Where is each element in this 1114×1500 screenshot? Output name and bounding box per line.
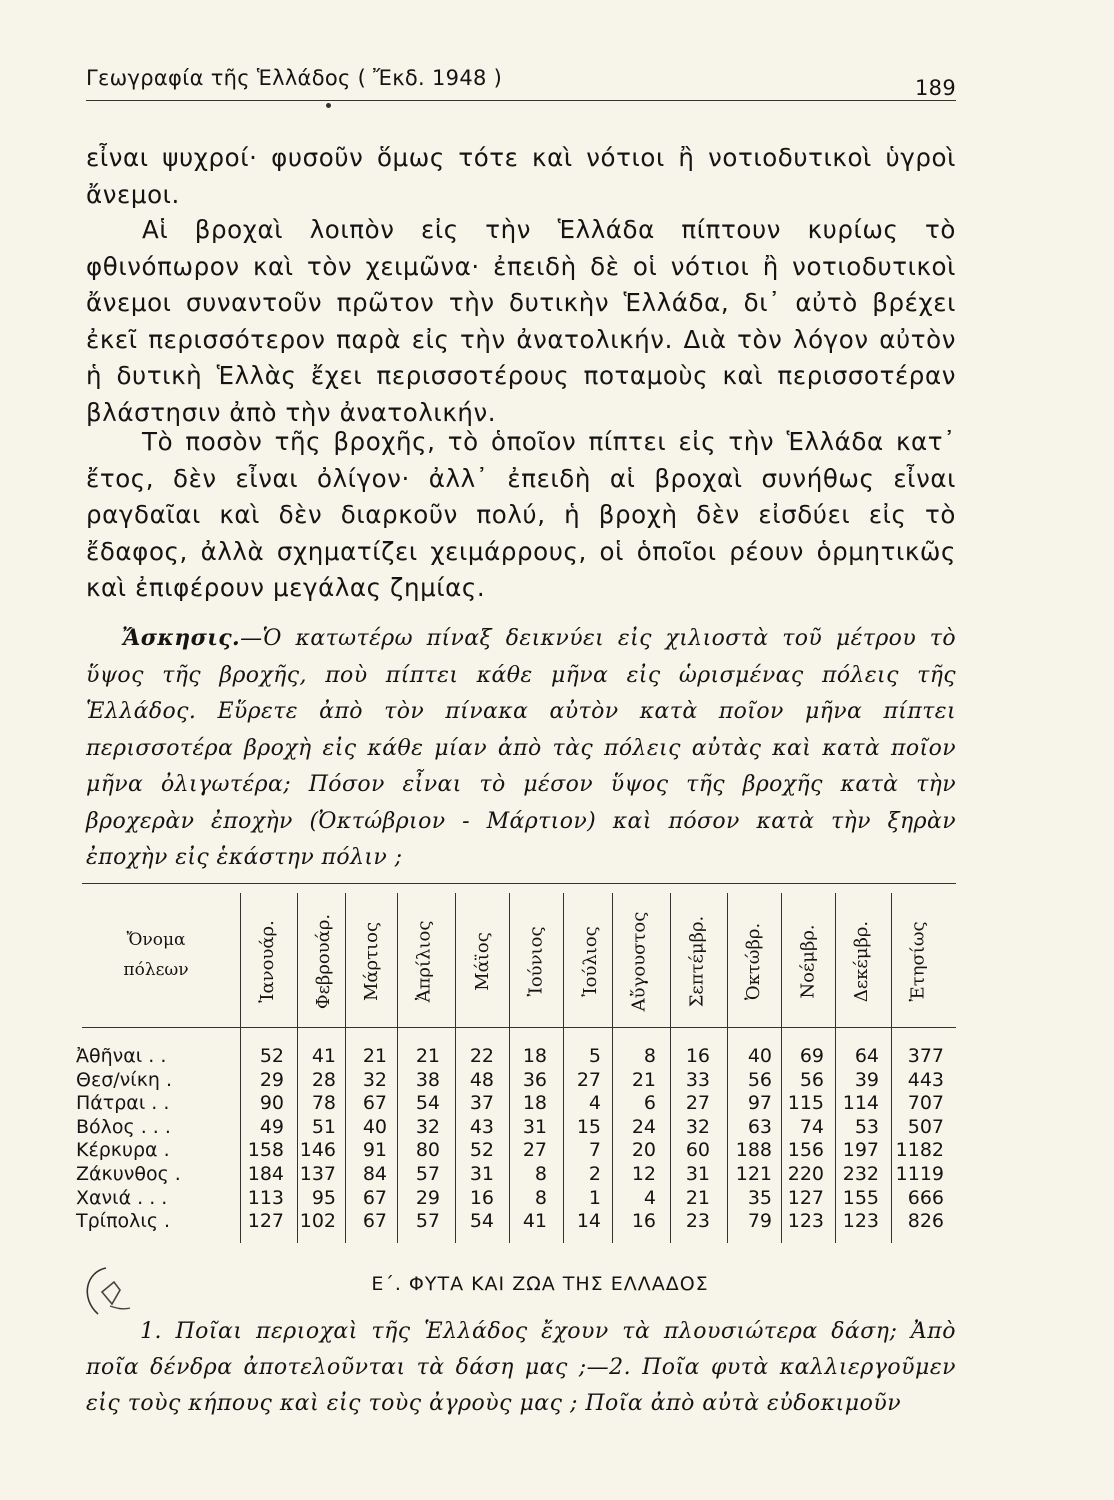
rainfall-value: 666 (907, 1186, 944, 1209)
rainfall-value: 232 (842, 1163, 879, 1185)
rainfall-value: 8 (643, 1045, 656, 1067)
month-column-header (614, 898, 664, 1024)
rainfall-value: 123 (842, 1210, 879, 1233)
rainfall-value: 127 (247, 1210, 284, 1233)
rainfall-value: 27 (685, 1092, 710, 1115)
rainfall-value: 57 (415, 1163, 440, 1185)
paragraph-3: Τὸ ποσὸν τῆς βροχῆς, τὸ ὁποῖον πίπτει εἰς τὴν Ἑλλάδα κατ᾽ ἔτος, δὲν εἶναι ὀλίγον· ἀλλ᾽ ἐπειδὴ αἱ βροχαὶ συνήθως εἶναι ραγδαῖαι καὶ δὲν διαρκοῦν πολύ, ἡ βροχὴ δὲν εἰσδύει εἰς τὸ ἔδαφος, ἀλλὰ σχηματίζει χειμάρρους, οἱ ὁποῖοι ρέουν ὁρμητικῶς καὶ ἐπιφέρουν μεγάλας ζημίας. (86, 427, 956, 602)
rainfall-value: 74 (799, 1115, 824, 1138)
rainfall-value: 507 (907, 1115, 944, 1138)
rainfall-value: 31 (469, 1163, 494, 1185)
rainfall-value: 32 (415, 1115, 440, 1138)
rainfall-value: 146 (299, 1139, 336, 1162)
handwritten-mark-icon (76, 1262, 136, 1322)
rainfall-value: 28 (311, 1068, 336, 1091)
rainfall-value: 14 (576, 1210, 601, 1233)
city-name: Ζάκυνθος . (76, 1163, 181, 1185)
rainfall-value: 56 (747, 1068, 772, 1091)
rainfall-value: 377 (907, 1045, 944, 1067)
rainfall-value: 12 (631, 1163, 656, 1185)
table-top-rule (82, 883, 956, 884)
rainfall-value: 5 (588, 1045, 601, 1067)
rainfall-value: 16 (685, 1045, 710, 1067)
rainfall-value: 48 (469, 1068, 494, 1091)
rainfall-value: 41 (522, 1210, 547, 1233)
rainfall-value: 443 (907, 1068, 944, 1091)
month-column-header-label: Ἰανουάρ. (256, 919, 278, 1003)
city-name: Θεσ/νίκη . (76, 1068, 173, 1091)
month-column-header (565, 898, 615, 1024)
rainfall-value: 6 (643, 1092, 656, 1115)
rainfall-value: 18 (522, 1092, 547, 1115)
rainfall-value: 27 (576, 1068, 601, 1091)
page-number: 189 (915, 76, 956, 100)
rainfall-value: 22 (469, 1045, 494, 1067)
rainfall-value: 27 (522, 1139, 547, 1162)
running-header (86, 66, 956, 100)
rainfall-value: 40 (362, 1115, 387, 1138)
table-row (0, 1044, 1114, 1068)
rainfall-value: 188 (735, 1139, 772, 1162)
city-name-header (90, 925, 222, 985)
rainfall-value: 18 (522, 1045, 547, 1067)
city-name: Χανιά . . . (76, 1186, 168, 1209)
rainfall-value: 80 (415, 1139, 440, 1162)
rainfall-value: 54 (469, 1210, 494, 1233)
rainfall-value: 39 (854, 1068, 879, 1091)
rainfall-value: 20 (631, 1139, 656, 1162)
table-row (0, 1091, 1114, 1115)
rainfall-value: 67 (362, 1186, 387, 1209)
rainfall-value: 113 (247, 1186, 284, 1209)
rainfall-value: 35 (747, 1186, 772, 1209)
rainfall-value: 8 (534, 1186, 547, 1209)
rainfall-value: 121 (735, 1163, 772, 1185)
rainfall-value: 36 (522, 1068, 547, 1091)
section-title: Ε΄. ΦΥΤΑ ΚΑΙ ΖΩΑ ΤΗΣ ΕΛΛΑΔΟΣ (371, 1273, 709, 1295)
rainfall-value: 15 (576, 1115, 601, 1138)
month-column-header (729, 898, 779, 1024)
table-row (0, 1162, 1114, 1186)
rainfall-value: 23 (685, 1210, 710, 1233)
table-row (0, 1186, 1114, 1210)
rainfall-value: 43 (469, 1115, 494, 1138)
rainfall-value: 69 (799, 1045, 824, 1067)
rainfall-value: 67 (362, 1092, 387, 1115)
rainfall-value: 155 (842, 1186, 879, 1209)
month-column-header (672, 898, 722, 1024)
city-name: Κέρκυρα . (76, 1139, 170, 1162)
rainfall-value: 7 (588, 1139, 601, 1162)
rainfall-value: 197 (842, 1139, 879, 1162)
month-column-header-label: Σεπτέμβρ. (686, 915, 708, 1007)
month-column-header (837, 898, 887, 1024)
rainfall-value: 102 (299, 1210, 336, 1233)
rainfall-value: 115 (787, 1092, 824, 1115)
city-name: Ἀθῆναι . . (76, 1045, 167, 1067)
rainfall-value: 114 (842, 1092, 879, 1115)
rainfall-value: 60 (685, 1139, 710, 1162)
city-name: Τρίπολις . (76, 1210, 171, 1233)
rainfall-value: 137 (299, 1163, 336, 1185)
rainfall-value: 184 (247, 1163, 284, 1185)
rainfall-value: 32 (362, 1068, 387, 1091)
rainfall-value: 1 (588, 1186, 601, 1209)
rainfall-value: 4 (643, 1186, 656, 1209)
month-column-header-label: Ἐτησίως (907, 920, 929, 1002)
print-dot (326, 103, 331, 108)
month-column-header (893, 898, 943, 1024)
rainfall-value: 97 (747, 1092, 772, 1115)
rainfall-value: 156 (787, 1139, 824, 1162)
rainfall-value: 1119 (895, 1163, 944, 1185)
month-column-header-label: Ἀπρίλιος (413, 920, 435, 1002)
month-column-header-label: Δεκέμβρ. (851, 920, 873, 1002)
rainfall-value: 95 (311, 1186, 336, 1209)
exercise-text (86, 620, 956, 877)
month-column-header (783, 898, 833, 1024)
rainfall-value: 16 (469, 1186, 494, 1209)
rainfall-value: 220 (787, 1163, 824, 1185)
table-row (0, 1115, 1114, 1139)
paragraph-2: Αἱ βροχαὶ λοιπὸν εἰς τὴν Ἑλλάδα πίπτουν κυρίως τὸ φθινόπωρον καὶ τὸν χειμῶνα· ἐπειδὴ δὲ οἱ νότιοι ἢ νοτιοδυτικοὶ ἄνεμοι συναντοῦν πρῶτον τὴν δυτικὴν Ἑλλάδα, δι᾽ αὐτὸ βρέχει ἐκεῖ περισσότερον παρὰ εἰς τὴν ἀνατολικήν. Διὰ τὸν λόγον αὐτὸν ἡ δυτικὴ Ἑλλὰς ἔχει περισσοτέρους ποταμοὺς καὶ περισσοτέραν βλάστησιν ἀπὸ τὴν ἀνατολικήν. (86, 215, 956, 427)
city-name: Πάτραι . . (76, 1092, 170, 1115)
city-name: Βόλος . . . (76, 1115, 171, 1138)
month-column-header-label: Νοέμβρ. (797, 923, 819, 999)
rainfall-value: 53 (854, 1115, 879, 1138)
rainfall-value: 52 (259, 1045, 284, 1067)
rainfall-value: 33 (685, 1068, 710, 1091)
rainfall-value: 63 (747, 1115, 772, 1138)
month-column-header (399, 898, 449, 1024)
rainfall-value: 21 (362, 1045, 387, 1067)
rainfall-value: 32 (685, 1115, 710, 1138)
month-column-header-label: Ὀκτώβρ. (743, 922, 765, 1000)
month-column-header-label: Ἰούλιος (579, 925, 601, 997)
rainfall-value: 29 (259, 1068, 284, 1091)
rainfall-value: 56 (799, 1068, 824, 1091)
month-column-header-label: Μάϊος (471, 931, 493, 991)
rainfall-value: 1182 (895, 1139, 944, 1162)
section-questions (86, 1314, 956, 1422)
table-row (0, 1209, 1114, 1233)
questions-text: 1. Ποῖαι περιοχαὶ τῆς Ἑλλάδος ἔχουν τὰ πλουσιώτερα δάση; Ἀπὸ ποῖα δένδρα ἀποτελοῦνται τὰ δάση μας ;—2. Ποῖα φυτὰ καλλιεργοῦμεν εἰς τοὺς κήπους καὶ εἰς τοὺς ἀγροὺς μας ; Ποῖα ἀπὸ αὐτὰ εὐδοκιμοῦν (86, 1319, 956, 1416)
month-column-header-label: Μάρτιος (361, 921, 383, 1001)
rainfall-value: 21 (685, 1186, 710, 1209)
rainfall-value: 67 (362, 1210, 387, 1233)
month-column-header-label: Αὔγουστος (628, 911, 650, 1011)
rainfall-value: 8 (534, 1163, 547, 1185)
running-title: Γεωγραφία τῆς Ἑλλάδος ( Ἔκδ. 1948 ) (86, 66, 503, 90)
rainfall-value: 84 (362, 1163, 387, 1185)
rainfall-value: 826 (907, 1210, 944, 1233)
rainfall-value: 29 (415, 1186, 440, 1209)
rainfall-value: 127 (787, 1186, 824, 1209)
rainfall-value: 158 (247, 1139, 284, 1162)
rainfall-value: 57 (415, 1210, 440, 1233)
rainfall-value: 79 (747, 1210, 772, 1233)
rainfall-value: 31 (685, 1163, 710, 1185)
rainfall-value: 40 (747, 1045, 772, 1067)
rainfall-value: 31 (522, 1115, 547, 1138)
rainfall-value: 51 (311, 1115, 336, 1138)
rainfall-value: 41 (311, 1045, 336, 1067)
table-header-rule (82, 1027, 956, 1028)
rainfall-value: 24 (631, 1115, 656, 1138)
month-column-header (347, 898, 397, 1024)
rainfall-value: 54 (415, 1092, 440, 1115)
rainfall-value: 90 (259, 1092, 284, 1115)
rainfall-value: 4 (588, 1092, 601, 1115)
rainfall-value: 16 (631, 1210, 656, 1233)
rainfall-value: 52 (469, 1139, 494, 1162)
rainfall-value: 38 (415, 1068, 440, 1091)
rainfall-value: 91 (362, 1139, 387, 1162)
month-column-header (511, 898, 561, 1024)
table-row (0, 1138, 1114, 1162)
month-column-header (242, 898, 292, 1024)
city-name-header-line1: Ὄνομα (126, 930, 186, 950)
city-name-header-line2: πόλεων (123, 960, 189, 980)
table-row (0, 1068, 1114, 1092)
month-column-header-label: Ἰούνιος (525, 925, 547, 997)
rainfall-value: 707 (907, 1092, 944, 1115)
header-rule (86, 100, 956, 101)
rainfall-value: 2 (588, 1163, 601, 1185)
rainfall-value: 123 (787, 1210, 824, 1233)
rainfall-value: 64 (854, 1045, 879, 1067)
rainfall-value: 21 (415, 1045, 440, 1067)
paragraph-1: εἶναι ψυχροί· φυσοῦν ὅμως τότε καὶ νότιοι ἢ νοτιοδυτικοὶ ὑγροὶ ἄνεμοι. (86, 143, 956, 209)
month-column-header-label: Φεβρουάρ. (313, 913, 335, 1009)
exercise-lead: Ἄσκησις. (122, 625, 241, 651)
rainfall-value: 49 (259, 1115, 284, 1138)
rainfall-value: 21 (631, 1068, 656, 1091)
exercise-body: —Ὁ κατωτέρω πίναξ δεικνύει εἰς χιλιοστὰ τοῦ μέτρου τὸ ὕψος τῆς βροχῆς, ποὺ πίπτει κάθε μῆνα εἰς ὡρισμένας πόλεις τῆς Ἑλλάδος. Εὕρετε ἀπὸ τὸν πίνακα αὐτὸν κατὰ ποῖον μῆνα πίπτει περισσοτέρα βροχὴ εἰς κάθε μίαν ἀπὸ τὰς πόλεις αὐτὰς καὶ κατὰ ποῖον μῆνα ὀλιγωτέρα; Πόσον εἶναι τὸ μέσον ὕψος τῆς βροχῆς κατὰ τὴν βροχερὰν ἐποχὴν (Ὀκτώβριον - Μάρτιον) καὶ πόσον κατὰ τὴν ξηρὰν ἐποχὴν εἰς ἑκάστην πόλιν ; (86, 626, 956, 870)
rainfall-value: 37 (469, 1092, 494, 1115)
month-column-header (457, 898, 507, 1024)
rainfall-value: 78 (311, 1092, 336, 1115)
month-column-header (299, 898, 349, 1024)
